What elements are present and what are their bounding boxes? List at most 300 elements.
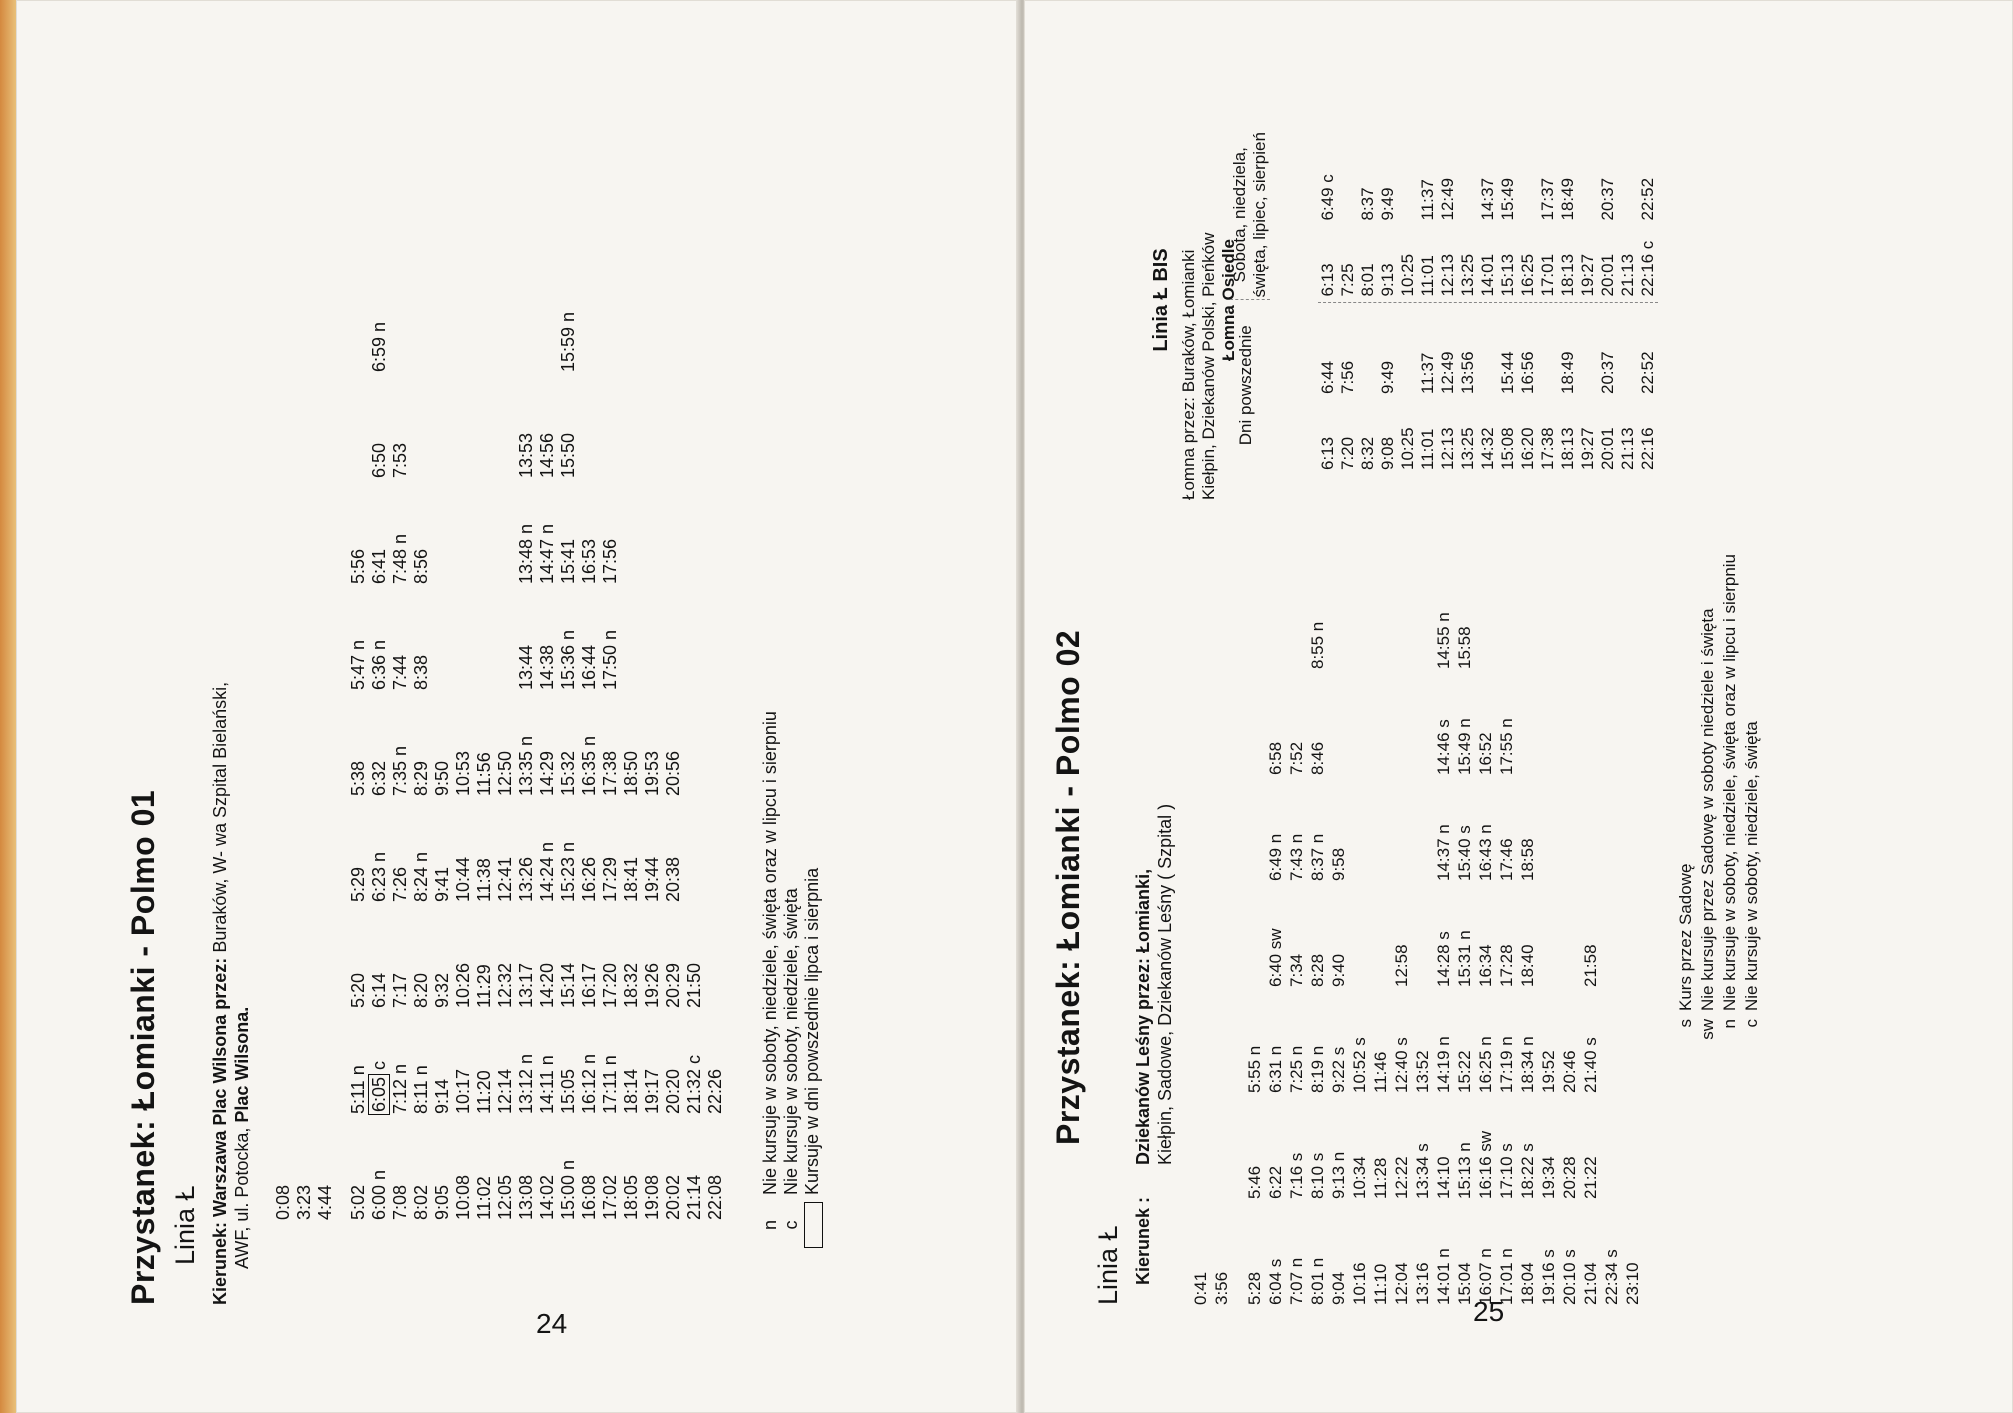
- left-tt-row: [453, 55, 474, 1220]
- left-tt-row: [537, 55, 558, 1220]
- right-tt-cell: 15:04: [1455, 1262, 1474, 1305]
- right-tt-cell: 10:16: [1350, 1262, 1369, 1305]
- right-tt-cell: 8:19 n: [1308, 1045, 1327, 1093]
- right-tt-cell: 6:40 sw: [1266, 928, 1285, 987]
- left-tt-cell: 7:44: [390, 654, 410, 690]
- right-tt-cell: 21:22: [1581, 1156, 1600, 1199]
- left-tt-cell: 18:14: [621, 1068, 641, 1114]
- right-tt-cell: 12:22: [1392, 1156, 1411, 1199]
- left-tt-row: [705, 55, 726, 1220]
- left-tt-cell: 8:29: [411, 760, 431, 796]
- bis-col-weekday: Dni powszednie: [1230, 300, 1270, 471]
- bis-weekend-cell: 21:13: [1618, 253, 1637, 297]
- right-tt-cell: 9:04: [1329, 1271, 1348, 1305]
- bis-weekend-cell: 15:49: [1498, 177, 1517, 221]
- left-tt-cell: 10:08: [453, 1174, 473, 1220]
- bis-weekend-row: [1358, 130, 1378, 297]
- left-tt-cell: 12:32: [495, 962, 515, 1008]
- left-tt-cell: 7:17: [390, 972, 410, 1008]
- left-tt-cell: 5:20: [348, 972, 368, 1008]
- right-tt-cell: 5:46: [1245, 1165, 1264, 1199]
- left-tt-cell: 17:11 n: [600, 1055, 620, 1114]
- left-direction-via-2: AWF, ul. Potocka,: [232, 1127, 252, 1269]
- left-tt-row: [684, 55, 705, 1220]
- bis-weekday-cell: 20:37: [1598, 351, 1617, 394]
- left-tt-cell: 20:38: [663, 856, 683, 902]
- box-marker: [804, 1202, 823, 1248]
- left-tt-cell: 13:26: [516, 856, 536, 902]
- left-tt-cell: 12:41: [495, 856, 515, 902]
- right-tt-cell: 19:16 s: [1539, 1249, 1558, 1305]
- right-tt-cell: 17:28: [1497, 944, 1516, 987]
- bis-weekday-row: [1638, 304, 1658, 471]
- bis-weekend-cell: 9:49: [1378, 187, 1397, 221]
- right-tt-cell: 14:10: [1434, 1156, 1453, 1199]
- right-tt-cell: 17:46: [1497, 838, 1516, 881]
- right-direction-main: Dziekanów Leśny przez: Łomianki,: [1133, 868, 1153, 1165]
- bis-weekday-row: [1618, 304, 1638, 471]
- bis-weekday-row: [1318, 304, 1338, 471]
- left-tt-row: [579, 55, 600, 1220]
- right-tt-cell: 20:28: [1560, 1156, 1579, 1199]
- bis-weekday-row: [1358, 304, 1378, 471]
- left-tt-cell: 14:11 n: [537, 1055, 557, 1114]
- bis-weekend-cell: 13:25: [1458, 253, 1477, 297]
- right-timetable: [1190, 563, 1643, 1305]
- right-tt-row: [1475, 563, 1496, 1305]
- bis-weekend-cell: 22:52: [1638, 177, 1657, 221]
- right-tt-row: [1244, 563, 1265, 1305]
- bis-weekday-row: [1458, 304, 1478, 471]
- bis-weekday-cell: 18:49: [1558, 351, 1577, 394]
- right-tt-cell: 7:16 s: [1287, 1152, 1306, 1199]
- right-tt-cell: 18:34 n: [1518, 1036, 1537, 1093]
- left-tt-cell: 19:26: [642, 962, 662, 1008]
- left-tt-cell: 6:14: [369, 972, 389, 1008]
- left-tt-cell: 19:53: [642, 750, 662, 796]
- left-direction-line2: [231, 55, 253, 1305]
- bis-weekend-cell: 22:16 c: [1638, 240, 1657, 297]
- left-tt-row: [600, 55, 621, 1220]
- left-tt-cell: 20:02: [663, 1174, 683, 1220]
- bis-weekday-row: [1418, 304, 1438, 471]
- bis-weekday-cell: 13:25: [1458, 427, 1477, 470]
- left-tt-cell: 14:02: [537, 1174, 557, 1220]
- right-tt-row: [1412, 563, 1433, 1305]
- bis-weekday-cell: 18:13: [1558, 427, 1577, 470]
- left-tt-cell: 10:17: [453, 1068, 473, 1114]
- left-tt-cell: 7:26: [390, 866, 410, 902]
- right-tt-row: [1349, 563, 1370, 1305]
- right-tt-cell: 15:31 n: [1455, 930, 1474, 987]
- left-legend-item: [760, 55, 781, 1255]
- left-tt-cell: 15:23 n: [558, 841, 578, 902]
- right-tt-row: [1454, 563, 1475, 1305]
- left-tt-cell: 3:23: [294, 1184, 314, 1220]
- left-tt-row: [411, 55, 432, 1220]
- right-tt-cell: 18:22 s: [1518, 1143, 1537, 1199]
- left-tt-row: [642, 55, 663, 1220]
- right-tt-cell: 7:25 n: [1287, 1045, 1306, 1093]
- left-tt-cell: 13:08: [516, 1174, 536, 1220]
- right-tt-cell: 11:28: [1371, 1157, 1390, 1199]
- bis-weekday-cell: 13:56: [1458, 351, 1477, 394]
- legend-text: Kursuje w dni powszednie lipca i sierpnia: [802, 867, 822, 1195]
- bis-weekend-cell: 16:25: [1518, 253, 1537, 297]
- right-tt-row: [1391, 563, 1412, 1305]
- bis-weekday-row: [1398, 304, 1418, 471]
- right-direction-via: Kiełpin, Sadowe, Dziekanów Leśny ( Szpital ): [1155, 803, 1175, 1165]
- left-tt-cell: 14:56: [537, 432, 557, 478]
- bis-weekday-row: [1438, 304, 1458, 471]
- left-tt-cell: 13:35 n: [516, 735, 536, 796]
- right-tt-row: [1307, 563, 1328, 1305]
- left-tt-cell: 18:32: [621, 962, 641, 1008]
- right-tt-row: [1190, 563, 1211, 1305]
- left-tt-cell: 17:29: [600, 856, 620, 902]
- bis-weekday-cell: 12:49: [1438, 351, 1457, 394]
- left-tt-cell: 9:32: [432, 972, 452, 1008]
- legend-key: n: [1720, 1019, 1739, 1029]
- bis-weekday-column: [1318, 303, 1658, 471]
- bis-weekday-row: [1558, 304, 1578, 471]
- left-tt-cell: 13:12 n: [516, 1053, 536, 1114]
- bis-weekend-cell: 20:37: [1598, 177, 1617, 221]
- right-tt-cell: 12:58: [1392, 944, 1411, 987]
- left-direction-main: Warszawa Plac Wilsona przez:: [210, 957, 230, 1217]
- left-tt-cell: 16:35 n: [579, 735, 599, 796]
- right-tt-cell: 6:31 n: [1266, 1045, 1285, 1093]
- left-tt-cell: 12:50: [495, 750, 515, 796]
- bis-title: Linia Ł BIS: [1150, 248, 1172, 352]
- bis-weekday-row: [1478, 304, 1498, 471]
- right-tt-cell: 9:58: [1329, 847, 1348, 881]
- right-tt-cell: 13:34 s: [1413, 1143, 1432, 1199]
- left-tt-cell: 19:44: [642, 856, 662, 902]
- legend-key: n: [760, 1220, 780, 1231]
- bis-weekend-cell: 8:37: [1358, 187, 1377, 221]
- left-tt-row: [369, 55, 390, 1220]
- left-tt-cell: 6:23 n: [369, 851, 389, 902]
- right-tt-cell: 6:49 n: [1266, 833, 1285, 881]
- left-tt-cell: 9:05: [432, 1184, 452, 1220]
- bis-weekend-row: [1398, 130, 1418, 297]
- right-tt-cell: 15:40 s: [1455, 825, 1474, 881]
- bis-weekend-cell: 9:13: [1378, 263, 1397, 297]
- right-tt-row: [1286, 563, 1307, 1305]
- bis-weekend-row: [1618, 130, 1638, 297]
- bis-weekend-cell: 11:01: [1418, 255, 1437, 297]
- legend-key: s: [1676, 1019, 1695, 1028]
- left-tt-row: [315, 55, 336, 1220]
- left-tt-cell: 21:14: [684, 1174, 704, 1220]
- left-tt-cell: 18:05: [621, 1174, 641, 1220]
- right-tt-cell: 21:58: [1581, 944, 1600, 987]
- bis-weekday-cell: 6:44: [1318, 360, 1337, 394]
- right-tt-cell: 6:22: [1266, 1165, 1285, 1199]
- left-tt-cell: 21:50: [684, 962, 704, 1008]
- right-tt-cell: 20:10 s: [1560, 1249, 1579, 1305]
- right-tt-cell: 9:22 s: [1329, 1046, 1348, 1093]
- right-tt-cell: 9:40: [1329, 953, 1348, 987]
- bis-weekday-cell: 9:49: [1378, 360, 1397, 394]
- left-tt-cell: 5:38: [348, 760, 368, 796]
- left-tt-row: [663, 55, 684, 1220]
- right-tt-cell: 21:04: [1581, 1262, 1600, 1305]
- bis-weekday-cell: 16:56: [1518, 351, 1537, 394]
- right-tt-cell: 14:19 n: [1434, 1036, 1453, 1093]
- right-tt-row: [1328, 563, 1349, 1305]
- right-tt-cell: 18:04: [1518, 1262, 1537, 1305]
- left-tt-cell: 15:00 n: [558, 1159, 578, 1220]
- left-tt-cell: 5:11 n: [348, 1065, 368, 1114]
- bis-weekend-row: [1518, 130, 1538, 297]
- bis-weekend-cell: 6:49 c: [1318, 174, 1337, 221]
- right-tt-cell: 17:10 s: [1497, 1143, 1516, 1199]
- left-tt-cell: 11:38: [474, 858, 494, 902]
- right-tt-row: [1211, 563, 1232, 1305]
- bis-weekend-cell: 11:37: [1418, 179, 1437, 221]
- bis-weekend-cell: 14:37: [1478, 177, 1497, 221]
- bis-weekend-cell: 18:13: [1558, 253, 1577, 297]
- left-direction: [209, 55, 231, 1305]
- left-tt-cell: 21:32 c: [684, 1054, 704, 1114]
- bis-weekend-cell: 18:49: [1558, 177, 1577, 221]
- bis-col-weekend: Sobota, niedziela, święta, lipiec, sierpień: [1230, 132, 1269, 298]
- left-tt-row: [474, 55, 495, 1220]
- left-direction-label: Kierunek:: [210, 1221, 230, 1305]
- right-tt-row: [1601, 563, 1622, 1305]
- left-tt-cell: 13:53: [516, 432, 536, 478]
- bis-table: [1318, 130, 1838, 470]
- right-tt-cell: 5:55 n: [1245, 1045, 1264, 1093]
- bis-weekend-row: [1558, 130, 1578, 297]
- left-tt-cell: 13:44: [516, 644, 536, 690]
- left-tt-cell: 20:56: [663, 750, 683, 796]
- bis-weekday-row: [1598, 304, 1618, 471]
- bis-weekday-row: [1498, 304, 1518, 471]
- right-tt-cell: 3:56: [1212, 1271, 1231, 1305]
- right-tt-cell: 9:13 n: [1329, 1151, 1348, 1199]
- right-tt-cell: 10:52 s: [1350, 1037, 1369, 1093]
- left-tt-cell: 16:08: [579, 1174, 599, 1220]
- right-tt-cell: 13:52: [1413, 1050, 1432, 1093]
- right-tt-cell: 18:40: [1518, 944, 1537, 987]
- right-tt-cell: 14:28 s: [1434, 931, 1453, 987]
- right-tt-cell: 15:49 n: [1455, 718, 1474, 775]
- left-tt-row: [558, 55, 579, 1220]
- left-tt-cell: 11:20: [474, 1070, 494, 1114]
- bis-weekday-cell: 7:20: [1338, 436, 1357, 470]
- right-stop-title: Przystanek: Łomianki - Polmo 02: [1050, 629, 1086, 1145]
- right-tt-cell: 8:28: [1308, 953, 1327, 987]
- right-tt-cell: 8:37 n: [1308, 833, 1327, 881]
- bis-weekday-cell: 15:08: [1498, 427, 1517, 470]
- left-tt-cell: 19:08: [642, 1174, 662, 1220]
- right-tt-cell: 14:01 n: [1434, 1248, 1453, 1305]
- bis-weekday-cell: 11:37: [1418, 352, 1437, 394]
- right-tt-cell: 6:58: [1266, 741, 1285, 775]
- right-tt-cell: 7:52: [1287, 741, 1306, 775]
- bis-weekend-cell: 15:13: [1498, 253, 1517, 297]
- left-tt-cell: 8:24 n: [411, 851, 431, 902]
- left-tt-cell: 9:41: [432, 866, 452, 902]
- left-tt-row: [432, 55, 453, 1220]
- right-tt-row: [1580, 563, 1601, 1305]
- bis-weekday-cell: 9:08: [1378, 436, 1397, 470]
- legend-text: Kurs przez Sadowę: [1676, 863, 1695, 1011]
- left-tt-cell: 10:53: [453, 750, 473, 796]
- right-tt-cell: 22:34 s: [1602, 1249, 1621, 1305]
- bis-column-headers: [1230, 130, 1310, 470]
- right-tt-cell: 16:07 n: [1476, 1248, 1495, 1305]
- bis-weekend-row: [1538, 130, 1558, 297]
- left-tt-cell: 7:48 n: [390, 533, 410, 584]
- left-tt-row: [273, 55, 294, 1220]
- left-tt-row: [495, 55, 516, 1220]
- bis-weekend-row: [1598, 130, 1618, 297]
- bis-weekend-cell: 12:49: [1438, 177, 1457, 221]
- left-tt-cell: 15:50: [558, 432, 578, 478]
- right-tt-cell: 6:04 s: [1266, 1258, 1285, 1305]
- left-tt-cell: 16:26: [579, 856, 599, 902]
- right-tt-cell: 14:46 s: [1434, 719, 1453, 775]
- right-tt-cell: 17:01 n: [1497, 1248, 1516, 1305]
- right-tt-cell: 16:25 n: [1476, 1036, 1495, 1093]
- left-tt-cell: 14:47 n: [537, 523, 557, 584]
- left-tt-cell: 17:38: [600, 750, 620, 796]
- right-tt-row: [1517, 563, 1538, 1305]
- legend-text: Nie kursuje w soboty, niedziele, święta: [781, 888, 801, 1195]
- right-tt-cell: 18:58: [1518, 838, 1537, 881]
- left-tt-cell: 6:32: [369, 760, 389, 796]
- left-tt-cell: 17:56: [600, 538, 620, 584]
- right-tt-cell: 16:52: [1476, 732, 1495, 775]
- bis-weekday-row: [1518, 304, 1538, 471]
- legend-key: c: [781, 1220, 801, 1230]
- right-direction-label: Kierunek :: [1133, 1196, 1153, 1285]
- left-tt-cell: 14:20: [537, 962, 557, 1008]
- left-tt-cell: 5:29: [348, 866, 368, 902]
- left-tt-cell: 15:32: [558, 750, 578, 796]
- left-tt-cell: 22:26: [705, 1068, 725, 1114]
- right-tt-cell: 15:13 n: [1455, 1142, 1474, 1199]
- left-tt-cell: 13:48 n: [516, 523, 536, 584]
- right-tt-row: [1370, 563, 1391, 1305]
- right-tt-row: [1265, 563, 1286, 1305]
- bis-weekend-row: [1338, 130, 1358, 297]
- right-tt-cell: 23:10: [1623, 1262, 1642, 1305]
- left-stop-title: Przystanek: Łomianki - Polmo 01: [125, 789, 161, 1305]
- left-tt-cell: 7:08: [390, 1184, 410, 1220]
- left-tt-cell: 8:11 n: [411, 1065, 431, 1114]
- bis-weekday-cell: 16:20: [1518, 427, 1537, 470]
- right-tt-row: [1538, 563, 1559, 1305]
- bis-weekday-cell: 20:01: [1598, 427, 1617, 470]
- right-tt-cell: 19:34: [1539, 1156, 1558, 1199]
- left-tt-cell: 6:36 n: [369, 639, 389, 690]
- legend-box-icon: [802, 1195, 823, 1255]
- bis-weekend-row: [1638, 130, 1658, 297]
- left-tt-cell: 7:12 n: [390, 1063, 410, 1114]
- left-tt-cell: 17:20: [600, 962, 620, 1008]
- right-tt-cell: 14:55 n: [1434, 612, 1453, 669]
- left-tt-cell: 4:44: [315, 1184, 335, 1220]
- left-tt-cell: 14:38: [537, 644, 557, 690]
- bis-weekday-cell: 7:56: [1338, 360, 1357, 394]
- right-tt-cell: 7:07 n: [1287, 1257, 1306, 1305]
- bis-weekend-row: [1378, 130, 1398, 297]
- left-tt-cell: 15:36 n: [558, 629, 578, 690]
- left-tt-row: [621, 55, 642, 1220]
- book-edge: [0, 0, 16, 1413]
- left-tt-cell: 6:50: [369, 442, 389, 478]
- legend-key: c: [1742, 1019, 1761, 1028]
- right-tt-row: [1433, 563, 1454, 1305]
- bis-weekday-row: [1578, 304, 1598, 471]
- right-tt-cell: 12:04: [1392, 1262, 1411, 1305]
- bis-weekday-cell: 22:16: [1638, 427, 1657, 470]
- left-tt-cell: 0:08: [273, 1184, 293, 1220]
- left-tt-cell: 8:56: [411, 548, 431, 584]
- bis-weekend-cell: 17:01: [1538, 253, 1557, 297]
- bis-weekend-row: [1318, 130, 1338, 297]
- bis-header-row: [1230, 130, 1270, 470]
- bis-weekend-cell: 20:01: [1598, 253, 1617, 297]
- right-tt-cell: 8:01 n: [1308, 1257, 1327, 1305]
- left-tt-cell: 11:56: [474, 752, 494, 796]
- bis-weekend-column: [1318, 130, 1658, 303]
- right-tt-cell: 8:55 n: [1308, 621, 1327, 669]
- left-tt-cell: 16:17: [579, 962, 599, 1008]
- bis-weekday-cell: 17:38: [1538, 427, 1557, 470]
- bis-weekend-cell: 12:13: [1438, 253, 1457, 297]
- bis-weekend-row: [1438, 130, 1458, 297]
- left-tt-cell: 9:14: [432, 1078, 452, 1114]
- right-tt-cell: 7:43 n: [1287, 833, 1306, 881]
- right-tt-cell: 8:10 s: [1308, 1152, 1327, 1199]
- bis-weekend-row: [1458, 130, 1478, 297]
- left-tt-cell: 15:05: [558, 1068, 578, 1114]
- left-tt-cell: 15:14: [558, 962, 578, 1008]
- right-line-label: Linia Ł: [1093, 1225, 1123, 1305]
- left-timetable: [273, 55, 726, 1305]
- left-tt-row: [390, 55, 411, 1220]
- left-tt-cell: 5:56: [348, 548, 368, 584]
- left-tt-cell: 6:41: [369, 548, 389, 584]
- legend-text: Nie kursuje przez Sadowę w soboty niedziele i święta: [1698, 608, 1717, 1011]
- left-tt-cell: 6:00 n: [369, 1169, 389, 1220]
- bis-weekday-cell: 11:01: [1418, 428, 1437, 470]
- right-tt-cell: 0:41: [1191, 1271, 1210, 1305]
- left-legend-item: [781, 55, 802, 1255]
- bis-weekday-row: [1538, 304, 1558, 471]
- bis-weekday-cell: 8:32: [1358, 436, 1377, 470]
- bis-weekend-cell: 19:27: [1578, 253, 1597, 297]
- left-tt-cell: 6:05 c: [369, 1060, 389, 1112]
- left-legend-item: [802, 55, 823, 1255]
- left-tt-cell: 7:35 n: [390, 745, 410, 796]
- bis-weekend-cell: 17:37: [1538, 177, 1557, 221]
- bis-weekend-cell: 14:01: [1478, 253, 1497, 297]
- left-tt-cell: 19:17: [642, 1068, 662, 1114]
- bis-weekend-cell: 8:01: [1358, 263, 1377, 297]
- left-tt-cell: 10:26: [453, 962, 473, 1008]
- left-tt-cell: 12:14: [495, 1068, 515, 1114]
- right-tt-cell: 11:46: [1371, 1051, 1390, 1093]
- right-tt-cell: 16:34: [1476, 944, 1495, 987]
- left-tt-cell: 12:05: [495, 1174, 515, 1220]
